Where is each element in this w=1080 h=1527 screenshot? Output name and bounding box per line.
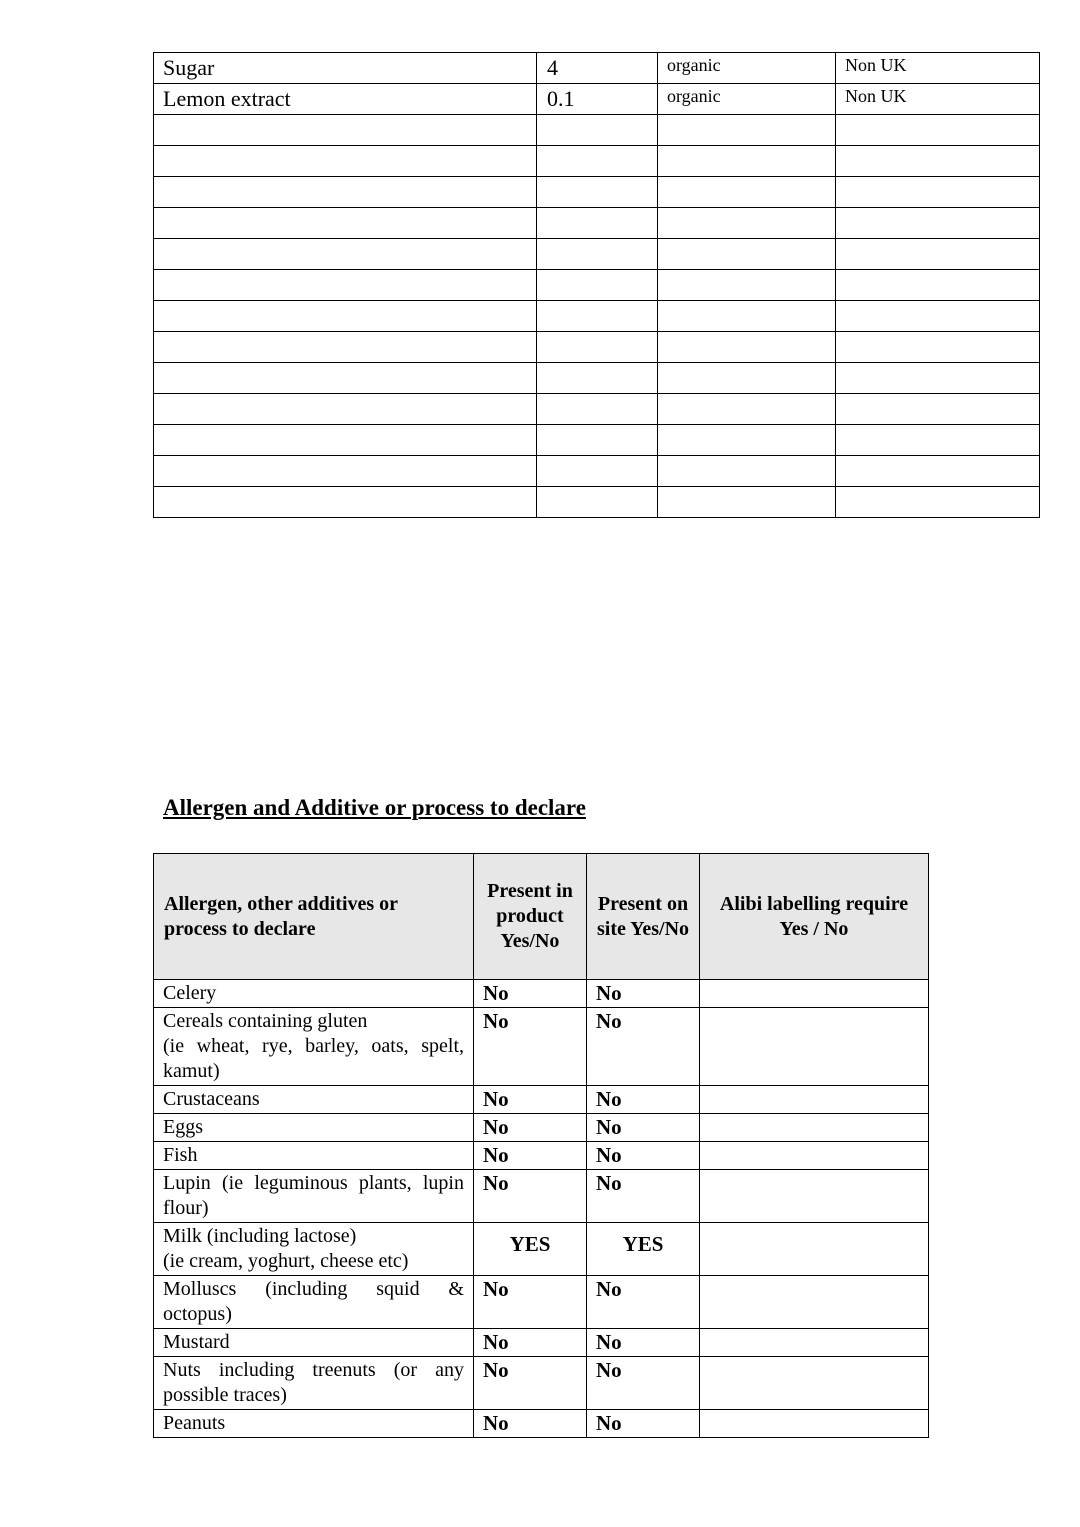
allergen-name-cell: Mustard (154, 1329, 474, 1357)
ingredient-quantity-cell (537, 363, 658, 394)
ingredient-type-cell (658, 177, 836, 208)
allergen-name-cell: Lupin (ie leguminous plants, lupin flour) (154, 1170, 474, 1223)
alibi-labelling-cell (700, 980, 929, 1008)
ingredient-row (154, 115, 1040, 146)
allergen-row (154, 1223, 929, 1276)
ingredients-table (153, 52, 1040, 518)
alibi-labelling-cell (700, 1008, 929, 1086)
ingredient-origin-cell (836, 425, 1040, 456)
ingredient-row (154, 239, 1040, 270)
allergen-row (154, 1276, 929, 1329)
ingredient-quantity-cell (537, 332, 658, 363)
ingredient-quantity-cell (537, 177, 658, 208)
present-in-product-cell: No (474, 1086, 587, 1114)
ingredient-name-cell (154, 425, 537, 456)
ingredient-quantity-cell (537, 301, 658, 332)
present-in-product-cell: No (474, 1357, 587, 1410)
present-on-site-cell: No (587, 1357, 700, 1410)
allergen-row (154, 1008, 929, 1086)
alibi-labelling-cell (700, 1142, 929, 1170)
present-in-product-cell: No (474, 1114, 587, 1142)
allergen-name-cell: Fish (154, 1142, 474, 1170)
ingredient-quantity-cell (537, 115, 658, 146)
ingredient-quantity-cell (537, 425, 658, 456)
present-in-product-cell: No (474, 1142, 587, 1170)
present-in-product-cell: No (474, 1410, 587, 1438)
allergen-table-body (154, 980, 929, 1438)
ingredient-name-cell (154, 208, 537, 239)
ingredient-quantity-cell: 4 (537, 53, 658, 84)
ingredient-row (154, 270, 1040, 301)
header-alibi-labelling: Alibi labelling require Yes / No (700, 854, 929, 980)
header-present-in-product: Present in product Yes/No (474, 854, 587, 980)
ingredient-type-cell (658, 332, 836, 363)
ingredient-origin-cell (836, 394, 1040, 425)
ingredient-name-cell (154, 146, 537, 177)
ingredient-origin-cell (836, 487, 1040, 518)
ingredient-type-cell (658, 115, 836, 146)
ingredient-name-cell: Lemon extract (154, 84, 537, 115)
ingredient-name-cell (154, 239, 537, 270)
present-in-product-cell: No (474, 980, 587, 1008)
present-in-product-cell: YES (474, 1223, 587, 1276)
allergen-name-cell: Eggs (154, 1114, 474, 1142)
ingredient-name-cell (154, 487, 537, 518)
alibi-labelling-cell (700, 1410, 929, 1438)
ingredient-origin-cell (836, 177, 1040, 208)
ingredient-row (154, 456, 1040, 487)
ingredient-row (154, 394, 1040, 425)
allergen-name-cell: Nuts including treenuts (or any possible traces) (154, 1357, 474, 1410)
alibi-labelling-cell (700, 1357, 929, 1410)
present-on-site-cell: No (587, 1410, 700, 1438)
allergen-name-cell: Crustaceans (154, 1086, 474, 1114)
present-on-site-cell: No (587, 1329, 700, 1357)
ingredient-name-cell (154, 301, 537, 332)
present-on-site-cell: No (587, 1276, 700, 1329)
ingredient-type-cell (658, 239, 836, 270)
ingredient-type-cell (658, 394, 836, 425)
alibi-labelling-cell (700, 1276, 929, 1329)
ingredient-origin-cell (836, 332, 1040, 363)
ingredient-row (154, 146, 1040, 177)
ingredient-quantity-cell (537, 394, 658, 425)
present-on-site-cell: No (587, 1086, 700, 1114)
ingredient-name-cell (154, 363, 537, 394)
ingredient-row (154, 332, 1040, 363)
present-on-site-cell: No (587, 1008, 700, 1086)
ingredient-row (154, 208, 1040, 239)
ingredient-origin-cell (836, 270, 1040, 301)
ingredient-row (154, 177, 1040, 208)
ingredient-type-cell: organic (658, 53, 836, 84)
allergen-row (154, 1410, 929, 1438)
allergen-row (154, 1114, 929, 1142)
allergen-row (154, 1142, 929, 1170)
allergen-row (154, 1170, 929, 1223)
allergen-section-heading: Allergen and Additive or process to declare (163, 795, 586, 820)
ingredient-origin-cell (836, 208, 1040, 239)
present-in-product-cell: No (474, 1008, 587, 1086)
ingredient-type-cell: organic (658, 84, 836, 115)
allergen-row (154, 980, 929, 1008)
ingredient-name-cell (154, 177, 537, 208)
ingredient-origin-cell (836, 239, 1040, 270)
ingredient-origin-cell: Non UK (836, 84, 1040, 115)
present-in-product-cell: No (474, 1276, 587, 1329)
allergen-row (154, 1357, 929, 1410)
ingredient-quantity-cell (537, 270, 658, 301)
present-on-site-cell: No (587, 1170, 700, 1223)
ingredient-name-cell (154, 115, 537, 146)
ingredient-type-cell (658, 301, 836, 332)
ingredient-name-cell: Sugar (154, 53, 537, 84)
allergen-name-cell: Molluscs (including squid & octopus) (154, 1276, 474, 1329)
present-on-site-cell: No (587, 1114, 700, 1142)
ingredient-type-cell (658, 270, 836, 301)
ingredient-row (154, 363, 1040, 394)
ingredient-origin-cell (836, 301, 1040, 332)
ingredient-quantity-cell: 0.1 (537, 84, 658, 115)
header-present-on-site: Present on site Yes/No (587, 854, 700, 980)
ingredient-row (154, 301, 1040, 332)
ingredient-type-cell (658, 208, 836, 239)
ingredient-type-cell (658, 363, 836, 394)
allergen-name-cell: Peanuts (154, 1410, 474, 1438)
ingredient-name-cell (154, 394, 537, 425)
ingredient-type-cell (658, 487, 836, 518)
alibi-labelling-cell (700, 1114, 929, 1142)
ingredient-quantity-cell (537, 487, 658, 518)
ingredient-name-cell (154, 332, 537, 363)
allergen-name-cell: Celery (154, 980, 474, 1008)
present-on-site-cell: No (587, 980, 700, 1008)
ingredient-row (154, 425, 1040, 456)
present-on-site-cell: No (587, 1142, 700, 1170)
ingredient-name-cell (154, 456, 537, 487)
present-on-site-cell: YES (587, 1223, 700, 1276)
alibi-labelling-cell (700, 1329, 929, 1357)
allergen-name-cell: Cereals containing gluten (ie wheat, rye, barley, oats, spelt, kamut) (154, 1008, 474, 1086)
ingredient-quantity-cell (537, 239, 658, 270)
ingredients-table-body (154, 53, 1040, 518)
ingredient-type-cell (658, 456, 836, 487)
allergen-table (153, 853, 929, 1438)
alibi-labelling-cell (700, 1086, 929, 1114)
alibi-labelling-cell (700, 1223, 929, 1276)
header-allergen: Allergen, other additives or process to declare (154, 854, 474, 980)
ingredient-type-cell (658, 146, 836, 177)
allergen-row (154, 1329, 929, 1357)
ingredient-origin-cell (836, 456, 1040, 487)
ingredient-row (154, 53, 1040, 84)
ingredient-type-cell (658, 425, 836, 456)
ingredient-quantity-cell (537, 456, 658, 487)
allergen-row (154, 1086, 929, 1114)
allergen-name-cell: Milk (including lactose) (ie cream, yoghurt, cheese etc) (154, 1223, 474, 1276)
present-in-product-cell: No (474, 1170, 587, 1223)
ingredient-row (154, 84, 1040, 115)
ingredient-origin-cell (836, 115, 1040, 146)
ingredient-quantity-cell (537, 208, 658, 239)
allergen-table-header-row (154, 854, 929, 980)
ingredient-origin-cell: Non UK (836, 53, 1040, 84)
present-in-product-cell: No (474, 1329, 587, 1357)
ingredient-row (154, 487, 1040, 518)
alibi-labelling-cell (700, 1170, 929, 1223)
ingredient-origin-cell (836, 146, 1040, 177)
ingredient-quantity-cell (537, 146, 658, 177)
ingredient-name-cell (154, 270, 537, 301)
ingredient-origin-cell (836, 363, 1040, 394)
